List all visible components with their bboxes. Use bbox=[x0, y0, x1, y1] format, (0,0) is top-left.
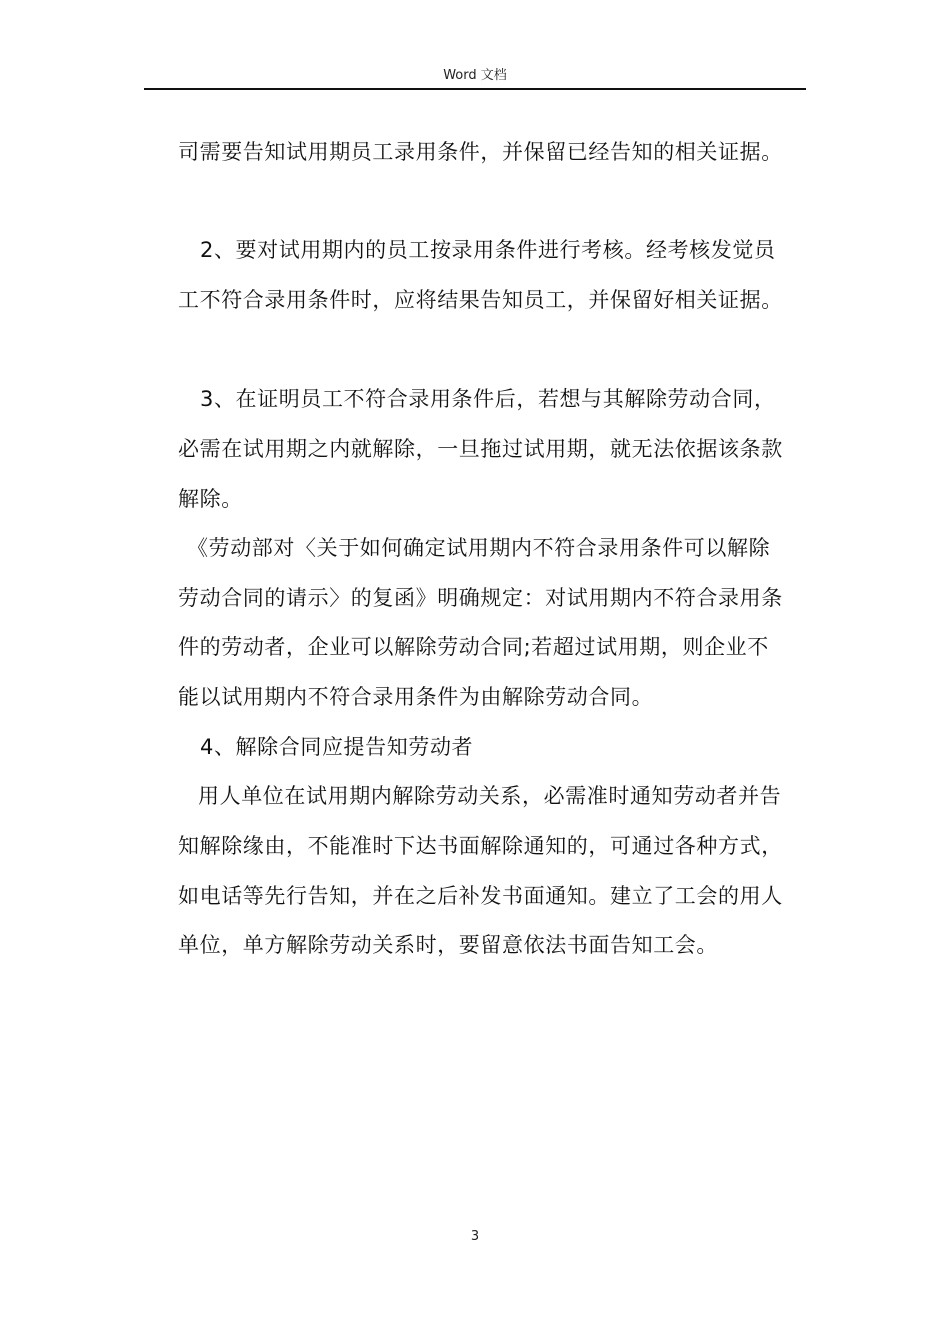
text-line: 如电话等先行告知，并在之后补发书面通知。建立了工会的用人 bbox=[178, 884, 783, 908]
text-line: 单位，单方解除劳动关系时，要留意依法书面告知工会。 bbox=[178, 933, 718, 957]
text-line: 件的劳动者，企业可以解除劳动合同;若超过试用期，则企业不 bbox=[178, 635, 769, 659]
text-line: 3、在证明员工不符合录用条件后，若想与其解除劳动合同， bbox=[200, 387, 776, 411]
header-title: Word 文档 bbox=[443, 68, 507, 83]
text-line: 4、解除合同应提告知劳动者 bbox=[200, 735, 474, 759]
text-line: 司需要告知试用期员工录用条件，并保留已经告知的相关证据。 bbox=[178, 140, 783, 164]
text-line: 解除。 bbox=[178, 487, 243, 511]
text-line: 劳动合同的请示〉的复函》明确规定：对试用期内不符合录用条 bbox=[178, 586, 783, 610]
header-divider bbox=[144, 88, 806, 90]
text-line: 2、要对试用期内的员工按录用条件进行考核。经考核发觉员 bbox=[200, 238, 776, 262]
text-line: 工不符合录用条件时，应将结果告知员工，并保留好相关证据。 bbox=[178, 288, 783, 312]
text-line: 用人单位在试用期内解除劳动关系，必需准时通知劳动者并告 bbox=[198, 784, 782, 808]
text-line: 《劳动部对〈关于如何确定试用期内不符合录用条件可以解除 bbox=[187, 536, 771, 560]
text-line: 必需在试用期之内就解除，一旦拖过试用期，就无法依据该条款 bbox=[178, 437, 783, 461]
page-number: 3 bbox=[470, 1229, 480, 1244]
text-line: 能以试用期内不符合录用条件为由解除劳动合同。 bbox=[178, 685, 654, 709]
text-line: 知解除缘由，不能准时下达书面解除通知的，可通过各种方式， bbox=[178, 834, 783, 858]
